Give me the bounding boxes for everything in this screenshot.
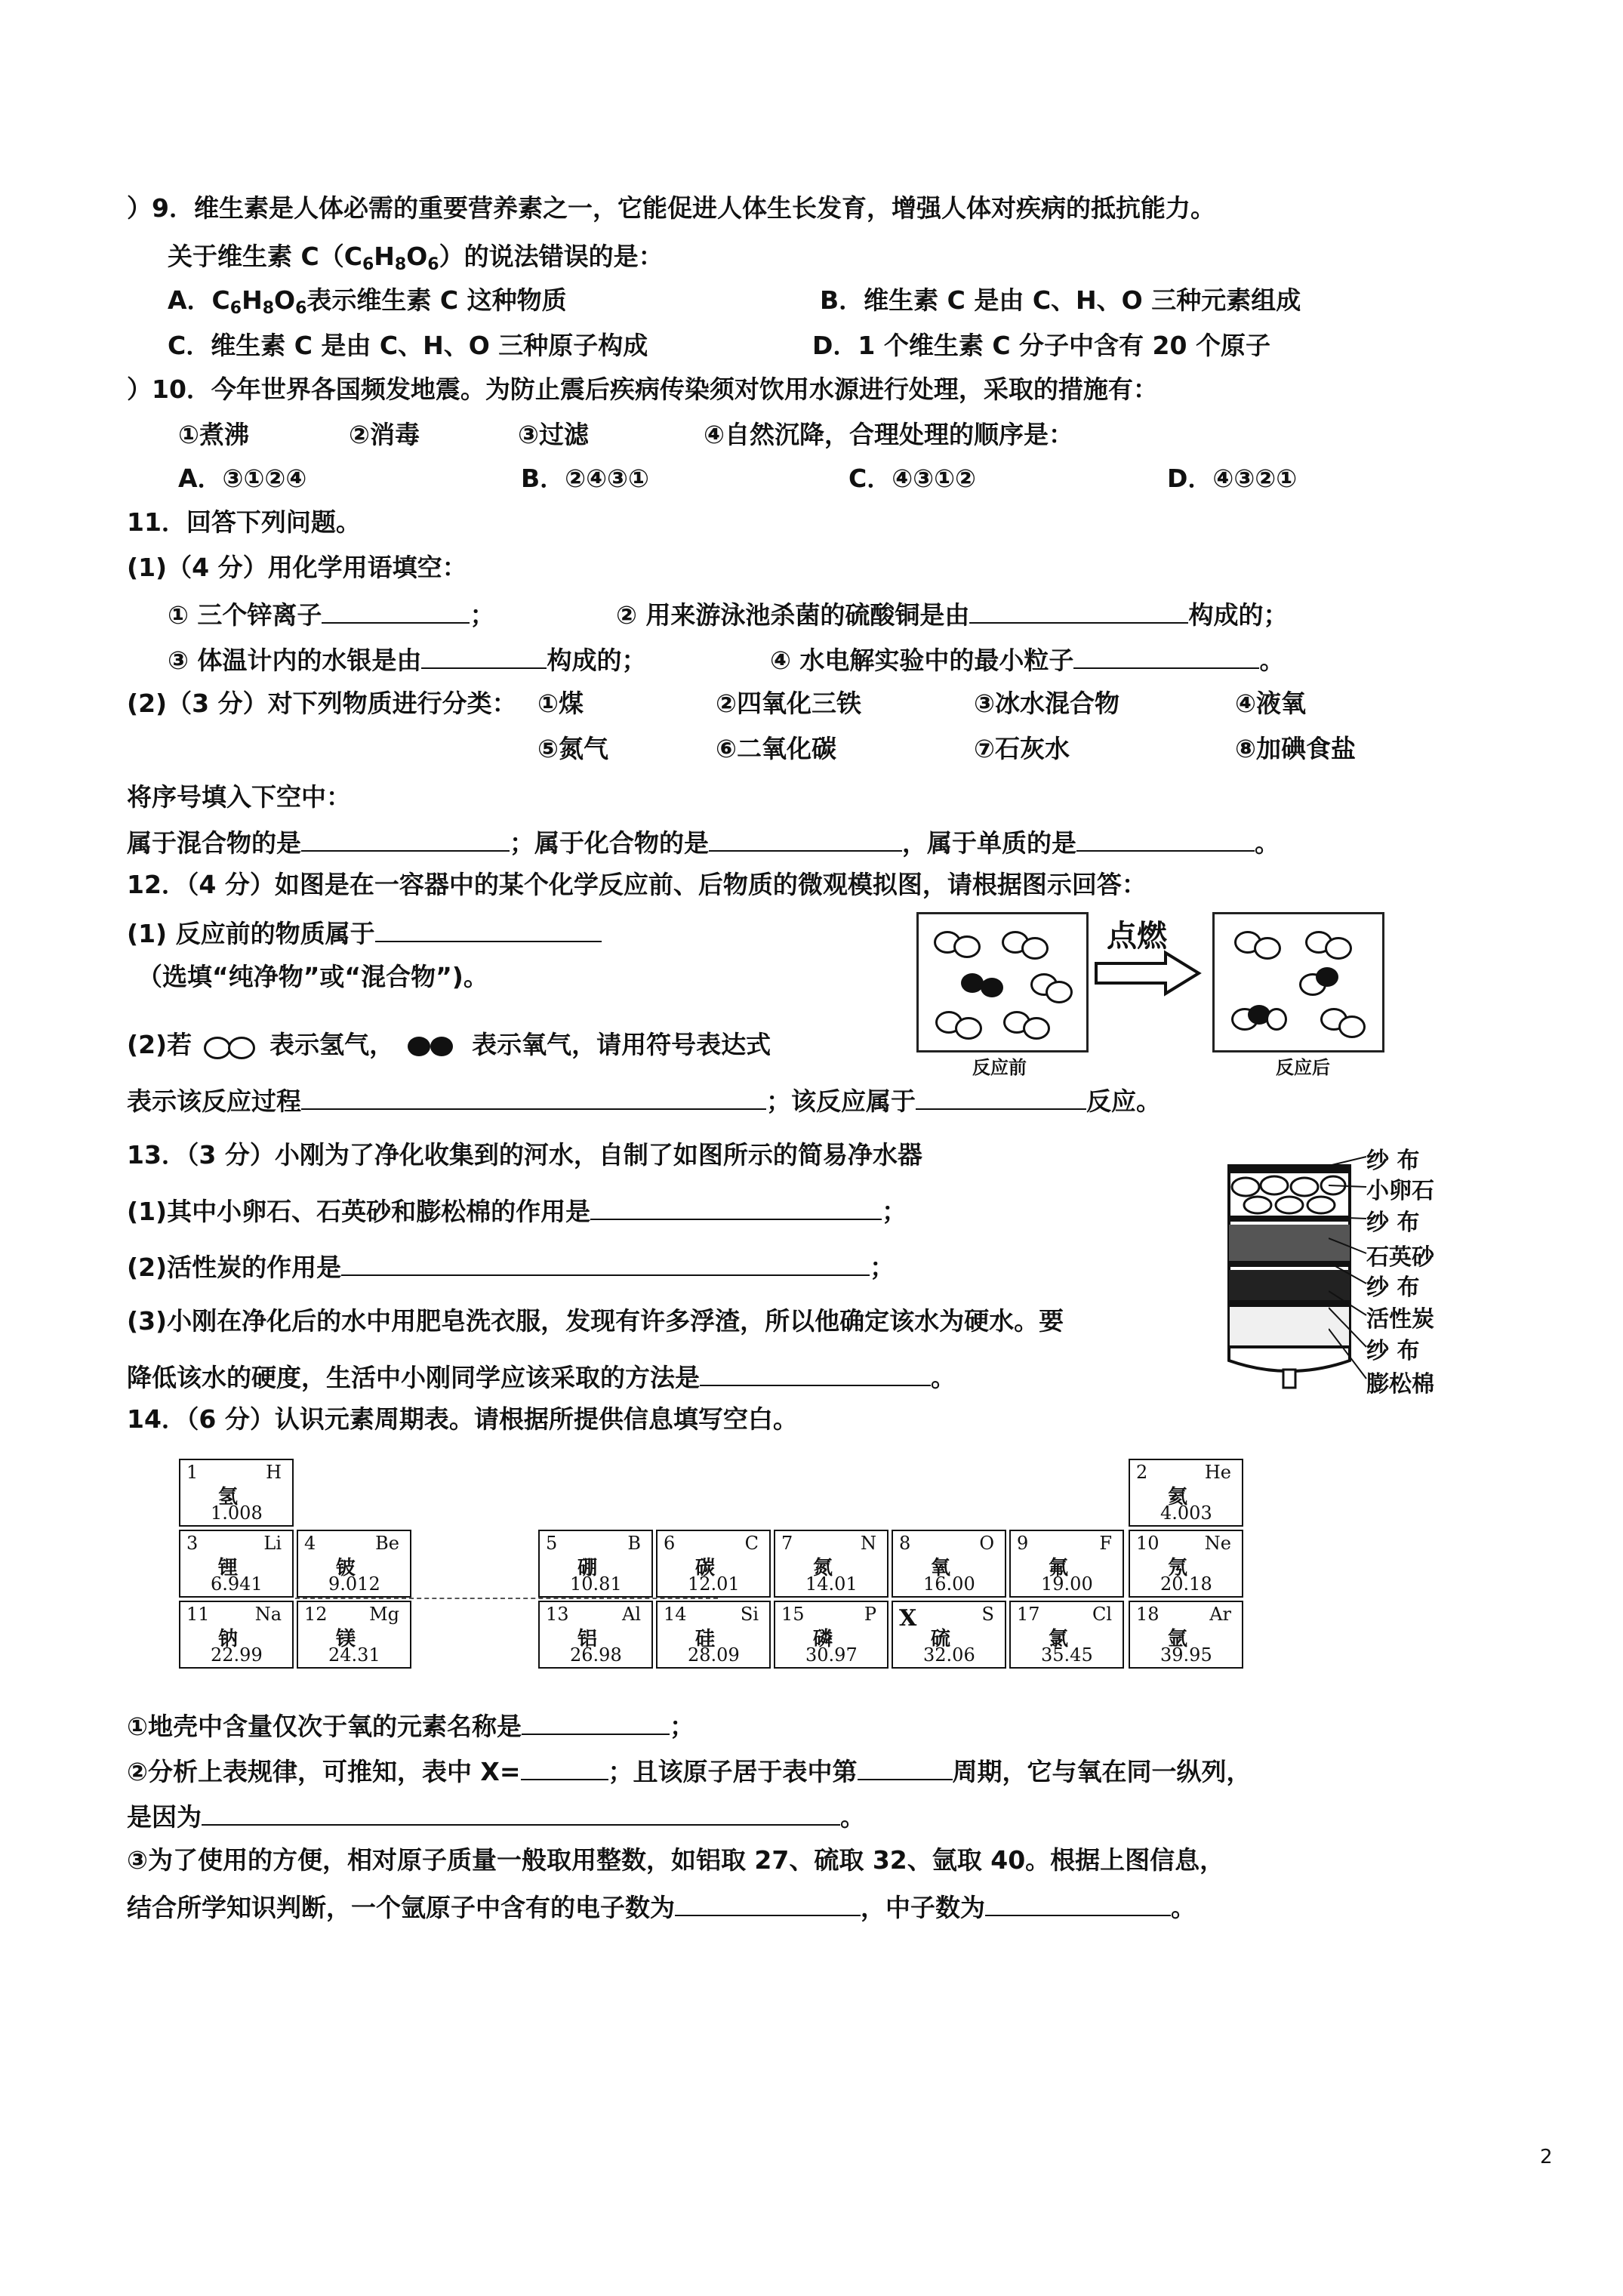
answer-blank[interactable] bbox=[590, 1193, 882, 1220]
q10-measure-3: ③过滤 bbox=[518, 420, 589, 449]
q12-part1: (1) 反应前的物质属于 bbox=[127, 915, 602, 951]
purifier-label-pebbles: 小卵石 bbox=[1366, 1178, 1434, 1204]
q11-classification-line: 属于混合物的是 ；属于化合物的是 ，属于单质的是 。 bbox=[127, 824, 1280, 860]
element-cell-cl: 17 Cl 氯 35.45 bbox=[1009, 1601, 1124, 1669]
q14-question-2: ②分析上表规律，可推知，表中 X= ；且该原子居于表中第 周期，它与氧在同一纵列， bbox=[127, 1753, 1252, 1789]
q10-measure-1: ①煮沸 bbox=[178, 420, 249, 449]
answer-blank[interactable] bbox=[1076, 824, 1255, 852]
q11-substance-4: ④液氧 bbox=[1235, 689, 1306, 718]
q10-option-d: D．④③②① bbox=[1167, 464, 1298, 493]
answer-blank[interactable] bbox=[521, 1753, 608, 1780]
q14-question-2-reason: 是因为 。 bbox=[127, 1798, 865, 1834]
answer-blank[interactable] bbox=[985, 1889, 1171, 1916]
q9-option-b: B．维生素 C 是由 C、H、O 三种元素组成 bbox=[820, 285, 1301, 315]
q12-part2-line2: 表示该反应过程 ；该反应属于 反应。 bbox=[127, 1083, 1161, 1118]
q14-question-3-line1: ③为了使用的方便，相对原子质量一般取用整数，如铝取 27、硫取 32、氩取 40。根据上图信息， bbox=[127, 1845, 1225, 1875]
q13-part1: (1)其中小卵石、石英砂和膨松棉的作用是 ； bbox=[127, 1193, 907, 1228]
q11-substance-6: ⑥二氧化碳 bbox=[716, 734, 836, 763]
q12-part2: (2)若 表示氢气， 表示氧气，请用符号表达式 bbox=[127, 1030, 771, 1059]
q10-stem: ）10．今年世界各国频发地震。为防止震后疾病传染须对饮用水源进行处理，采取的措施有： bbox=[127, 374, 1158, 404]
reaction-arrow-icon bbox=[1093, 950, 1202, 997]
before-reaction-label: 反应前 bbox=[972, 1057, 1027, 1078]
q11-part2-heading: (2)（3 分）对下列物质进行分类： bbox=[127, 689, 517, 718]
answer-blank[interactable] bbox=[202, 1798, 840, 1826]
element-cell-f: 9 F 氟 19.00 bbox=[1009, 1530, 1124, 1598]
answer-blank[interactable] bbox=[322, 596, 470, 624]
q13-part2: (2)活性炭的作用是 ； bbox=[127, 1249, 895, 1284]
element-cell-ne: 10 Ne 氖 20.18 bbox=[1129, 1530, 1243, 1598]
answer-blank[interactable] bbox=[301, 824, 510, 852]
element-cell-li: 3 Li 锂 6.941 bbox=[179, 1530, 294, 1598]
q12-title: 12．（4 分）如图是在一容器中的某个化学反应前、后物质的微观模拟图，请根据图示回答： bbox=[127, 870, 1147, 899]
q11-part1-heading: (1)（4 分）用化学用语填空： bbox=[127, 553, 467, 582]
purifier-label-gauze: 纱 布 bbox=[1366, 1210, 1420, 1236]
q11-part1-item2: ② 用来游泳池杀菌的硫酸铜是由 构成的； bbox=[616, 596, 1288, 632]
q14-question-1: ①地壳中含量仅次于氧的元素名称是 ； bbox=[127, 1708, 694, 1743]
after-reaction-box bbox=[1212, 912, 1384, 1052]
answer-blank[interactable] bbox=[916, 1083, 1086, 1110]
answer-blank[interactable] bbox=[858, 1753, 953, 1780]
purifier-label-cotton: 膨松棉 bbox=[1366, 1371, 1434, 1398]
element-cell-p: 15 P 磷 30.97 bbox=[774, 1601, 888, 1669]
q9-stem-line2: 关于维生素 $C(C_6H_8O_6)$的说法错误的是： bbox=[168, 242, 664, 274]
element-cell-b: 5 B 硼 10.81 bbox=[538, 1530, 653, 1598]
element-cell-ar: 18 Ar 氩 39.95 bbox=[1129, 1601, 1243, 1669]
after-reaction-label: 反应后 bbox=[1276, 1057, 1330, 1078]
element-cell-mg: 12 Mg 镁 24.31 bbox=[297, 1601, 411, 1669]
q13-title: 13．（3 分）小刚为了净化收集到的河水，自制了如图所示的简易净水器 bbox=[127, 1140, 922, 1170]
q11-title: 11．回答下列问题。 bbox=[127, 507, 361, 537]
q11-part1-item3: ③ 体温计内的水银是由 构成的； bbox=[168, 642, 646, 677]
hydrogen-molecule-icon bbox=[201, 1035, 261, 1058]
answer-blank[interactable] bbox=[1073, 642, 1259, 669]
q13-part3-line1: (3)小刚在净化后的水中用肥皂洗衣服，发现有许多浮渣，所以他确定该水为硬水。要 bbox=[127, 1306, 1064, 1336]
answer-blank[interactable] bbox=[675, 1889, 861, 1916]
element-cell-o: 8 O 氧 16.00 bbox=[892, 1530, 1006, 1598]
purifier-label-gauze: 纱 布 bbox=[1366, 1338, 1420, 1364]
q9-option-c: C．维生素 C 是由 C、H、O 三种原子构成 bbox=[168, 331, 648, 360]
q10-measure-4: ④自然沉降，合理处理的顺序是： bbox=[704, 420, 1073, 449]
q14-title: 14．（6 分）认识元素周期表。请根据所提供信息填写空白。 bbox=[127, 1404, 798, 1434]
q9-option-a: A．$C_6H_8O_6$表示维生素 C 这种物质 bbox=[168, 285, 567, 318]
q13-part3-line2: 降低该水的硬度，生活中小刚同学应该采取的方法是 。 bbox=[127, 1359, 956, 1395]
answer-blank[interactable] bbox=[709, 824, 902, 852]
q11-fill-intro: 将序号填入下空中： bbox=[127, 782, 351, 812]
answer-blank[interactable] bbox=[301, 1083, 766, 1110]
purifier-label-quartz-sand: 石英砂 bbox=[1366, 1244, 1434, 1271]
q11-substance-5: ⑤氮气 bbox=[537, 734, 608, 763]
oxygen-molecule-icon bbox=[403, 1035, 463, 1058]
purifier-label-gauze: 纱 布 bbox=[1366, 1274, 1420, 1301]
element-cell-n: 7 N 氮 14.01 bbox=[774, 1530, 888, 1598]
q9-option-d: D．1 个维生素 C 分子中含有 20 个原子 bbox=[812, 331, 1270, 360]
before-reaction-box bbox=[916, 912, 1089, 1052]
answer-blank[interactable] bbox=[341, 1249, 870, 1276]
q9-stem-line1: ）9．维生素是人体必需的重要营养素之一，它能促进人体生长发育，增强人体对疾病的抵抗能力。 bbox=[127, 193, 1215, 223]
q10-measure-2: ②消毒 bbox=[349, 420, 420, 449]
q10-option-c: C．④③①② bbox=[848, 464, 976, 493]
answer-blank[interactable] bbox=[700, 1359, 931, 1386]
element-cell-he: 2 He 氦 4.003 bbox=[1129, 1459, 1243, 1527]
element-cell-c: 6 C 碳 12.01 bbox=[656, 1530, 771, 1598]
answer-blank[interactable] bbox=[421, 642, 547, 669]
reaction-diagram bbox=[909, 903, 1392, 1084]
ignite-label: 点燃 bbox=[1107, 919, 1167, 954]
q10-option-b: B．②④③① bbox=[521, 464, 649, 493]
element-cell-s: X S 硫 32.06 bbox=[892, 1601, 1006, 1669]
q14-question-3-line2: 结合所学知识判断，一个氩原子中含有的电子数为 ，中子数为 。 bbox=[127, 1889, 1196, 1925]
element-cell-be: 4 Be 铍 9.012 bbox=[297, 1530, 411, 1598]
periodic-table bbox=[179, 1459, 1251, 1672]
q11-part1-item1: ① 三个锌离子 ； bbox=[168, 596, 494, 632]
q12-part1-hint: （选填“纯净物”或“混合物”)。 bbox=[137, 962, 488, 991]
q10-option-a: A．③①②④ bbox=[178, 464, 307, 493]
q11-substance-8: ⑧加碘食盐 bbox=[1235, 734, 1356, 763]
page-number: 2 bbox=[1540, 2146, 1553, 2168]
element-cell-al: 13 Al 铝 26.98 bbox=[538, 1601, 653, 1669]
answer-blank[interactable] bbox=[522, 1708, 670, 1735]
purifier-label-leader-lines bbox=[1329, 1148, 1374, 1389]
q11-substance-3: ③冰水混合物 bbox=[974, 689, 1119, 718]
answer-blank[interactable] bbox=[375, 915, 602, 942]
answer-blank[interactable] bbox=[969, 596, 1188, 624]
purifier-label-gauze: 纱 布 bbox=[1366, 1148, 1420, 1174]
q11-substance-2: ②四氧化三铁 bbox=[716, 689, 861, 718]
q11-substance-7: ⑦石灰水 bbox=[974, 734, 1070, 763]
purifier-label-activated-carbon: 活性炭 bbox=[1366, 1306, 1434, 1333]
element-cell-na: 11 Na 钠 22.99 bbox=[179, 1601, 294, 1669]
element-cell-h: 1 H 氢 1.008 bbox=[179, 1459, 294, 1527]
q11-part1-item4: ④ 水电解实验中的最小粒子 。 bbox=[770, 642, 1284, 677]
q11-substance-1: ①煤 bbox=[537, 689, 584, 718]
element-cell-si: 14 Si 硅 28.09 bbox=[656, 1601, 771, 1669]
